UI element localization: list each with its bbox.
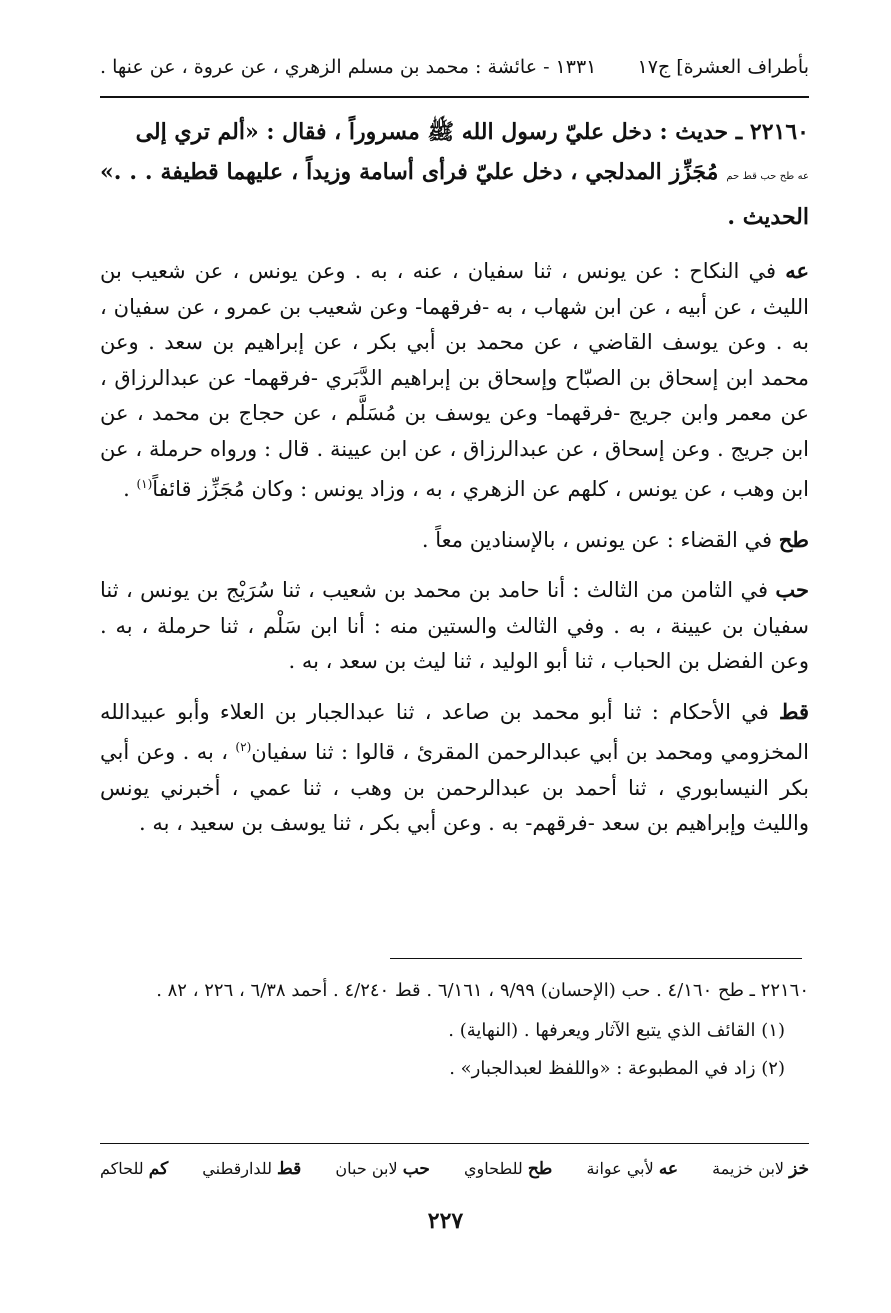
legend-symbol: خز (789, 1159, 809, 1179)
footnote-ref-1[interactable]: (١) (136, 477, 153, 491)
header-book-volume: بأطراف العشرة] ج١٧ (637, 56, 809, 78)
source-symbol: حب (775, 577, 809, 602)
legend-symbol: عه (658, 1159, 679, 1179)
source-paragraph-daraqutni (100, 694, 809, 842)
legend-name: لأبي عوانة (586, 1159, 659, 1178)
hadith-text-b: مُجَزِّز المدلجي ، دخل عليّ فرأى أسامة وزيداً ، عليهما قطيفة . . .» الحديث . (100, 159, 809, 230)
legend-symbol: طح (527, 1159, 553, 1179)
legend-name: للطحاوي (463, 1159, 528, 1178)
source-symbol: عه (785, 258, 809, 283)
hadith-number: ٢٢١٦٠ (749, 119, 809, 145)
legend-symbol: كم (148, 1159, 169, 1179)
legend-item (202, 1155, 301, 1183)
legend-item (712, 1155, 809, 1183)
legend-name: للحاكم (100, 1159, 149, 1178)
source-text: في النكاح : عن يونس ، ثنا سفيان ، عنه ، به . وعن يونس ، عن شعيب بن الليث ، عن أبيه ، عن ابن شهاب ، به -فرقهما- وعن شعيب بن عمرو ، عن سفيان ، به . وعن يوسف القاضي ، عن محمد بن أبي بكر ، عن إبراهيم بن سعد . وعن محمد ابن إسحاق بن الصبّاح وإسحاق بن إبراهيم الدَّبَري -فرقهما- عن عبدالرزاق ، عن معمر وابن جريج -فرقهما- وعن يوسف بن مُسَلَّم ، عن حجاج بن محمد ، عن ابن جريج . وعن إسحاق ، عن عبدالرزاق ، عن ابن عيينة . قال : ورواه حرملة ، عن ابن وهب ، عن يونس ، كلهم عن الزهري ، به ، وزاد يونس : وكان مُجَزِّز قائفاً (100, 259, 809, 501)
running-header (100, 52, 809, 88)
hadith-source-symbols: عه طح حب قط حم (726, 171, 809, 182)
main-text (100, 112, 809, 856)
legend-symbol: حب (402, 1159, 430, 1179)
footnote-references: ٢٢١٦٠ ـ طح ٤/١٦٠ . حب (الإحسان) ٩/٩٩ ، ٦/١٦١ . قط ٤/٢٤٠ . أحمد ٦/٣٨ ، ٢٢٦ ، ٨٢ . (156, 980, 809, 1001)
page-number: ٢٢٧ (427, 1208, 464, 1234)
header-chapter: ١٣٣١ - عائشة : محمد بن مسلم الزهري ، عن عروة ، عن عنها . (100, 56, 597, 78)
footnote-rule (390, 958, 802, 959)
legend-item (100, 1155, 168, 1183)
legend-item (586, 1155, 678, 1183)
legend-item (335, 1155, 429, 1183)
legend-name: للدارقطني (202, 1159, 278, 1178)
source-text: في الثامن من الثالث : أنا حامد بن محمد بن شعيب ، ثنا سُرَيْج بن يونس ، ثنا سفيان بن عيينة ، به . وفي الثالث والستين منه : أنا ابن سَلْم ، ثنا حرملة ، به . وعن الفضل بن الحباب ، ثنا أبو الوليد ، ثنا ليث بن سعد ، به . (100, 578, 809, 673)
footnotes (100, 975, 809, 1091)
footnote-ref-2[interactable]: (٢) (235, 740, 252, 754)
source-symbol: طح (778, 526, 809, 552)
source-paragraph-awana (100, 253, 809, 508)
source-paragraph-tahawi (100, 522, 809, 559)
source-paragraph-hibban (100, 572, 809, 680)
footnote-1: (١) القائف الذي يتبع الآثار ويعرفها . (النهاية) . (448, 1020, 785, 1041)
source-text: في الأحكام : ثنا أبو محمد بن صاعد ، ثنا عبدالجبار بن العلاء وأبو عبيدالله المخزومي ومحمد بن أبي عبدالرحمن المقرئ ، قالوا : ثنا سفيان (100, 699, 809, 764)
header-rule (100, 96, 809, 98)
legend-item (464, 1155, 552, 1183)
footnote-2: (٢) زاد في المطبوعة : «واللفظ لعبدالجبار» . (449, 1058, 785, 1079)
symbol-legend (100, 1155, 809, 1183)
hadith-paragraph (100, 112, 809, 237)
hadith-text-a: ـ حديث : دخل عليّ رسول الله ﷺ مسروراً ، فقال : «ألم تري إلى (135, 119, 750, 145)
legend-rule (100, 1143, 809, 1144)
source-text: في القضاء : عن يونس ، بالإسنادين معاً . (421, 527, 779, 552)
source-symbol: قط (779, 698, 809, 724)
legend-name: لابن حبان (335, 1159, 403, 1178)
legend-symbol: قط (277, 1159, 302, 1179)
legend-name: لابن خزيمة (712, 1159, 790, 1178)
source-text-end: . (123, 477, 137, 501)
source-text-cont: ، به . وعن أبي بكر النيسابوري ، ثنا أحمد بن عبدالرحمن بن وهب ، ثنا عمي ، أخبرني يونس والليث وإبراهيم بن سعد -فرقهم- به . وعن أبي بكر ، ثنا يوسف بن سعيد ، به . (100, 740, 809, 835)
